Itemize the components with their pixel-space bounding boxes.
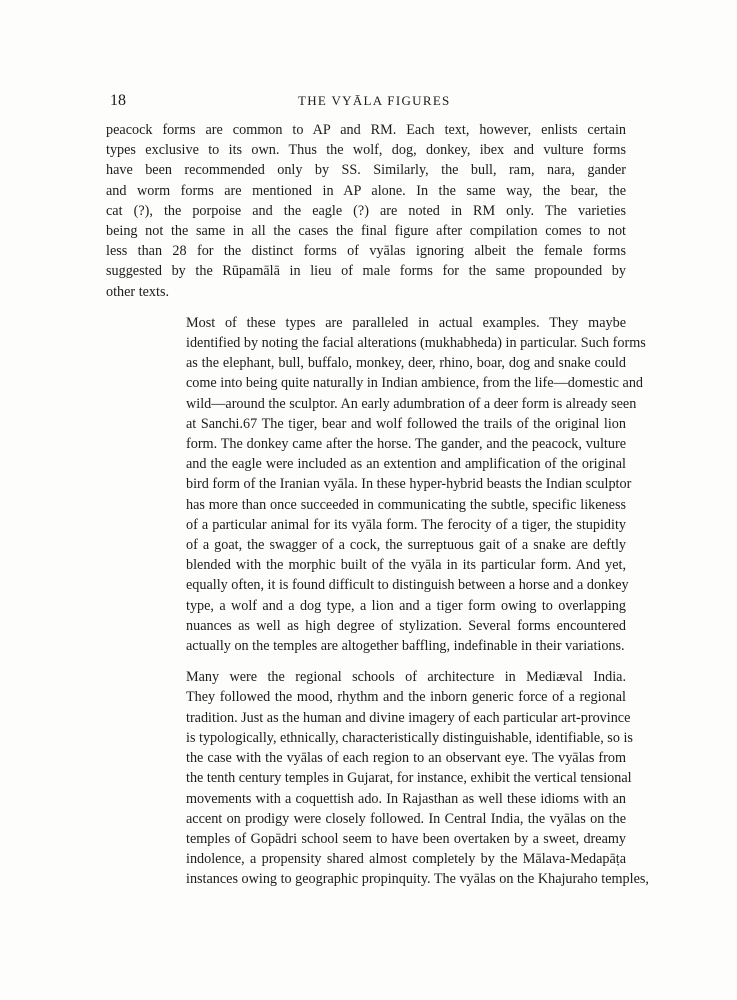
text-line: temples of Gopādri school seem to have been overtaken by a sweet, dreamy [186,830,626,847]
text-line: blended with the morphic built of the vyāla in its particular form. And yet, [186,557,626,574]
text-line: have been recommended only by SS. Similarly, the bull, ram, nara, gander [106,162,626,179]
text-line: Most of these types are paralleled in actual examples. They maybe [186,314,626,331]
text-line: identified by noting the facial alterations (mukhabheda) in particular. Such forms [186,335,646,352]
text-line: the tenth century temples in Gujarat, for instance, exhibit the vertical tensional [186,770,632,787]
text-line: as the elephant, bull, buffalo, monkey, deer, rhino, boar, dog and snake could [186,355,626,372]
text-line: wild—around the sculptor. An early adumbration of a deer form is already seen [186,395,637,412]
text-line: They followed the mood, rhythm and the inborn generic force of a regional [186,689,626,706]
text-line: bird form of the Iranian vyāla. In these hyper-hybrid beasts the Indian sculptor [186,476,632,493]
page-header [110,92,626,112]
body-text [106,120,649,890]
text-line: type, a wolf and a dog type, a lion and a tiger form owing to overlapping [186,597,626,614]
text-line: suggested by the Rūpamālā in lieu of male forms for the same propounded by [106,263,626,280]
text-line: other texts. [106,283,170,300]
text-line: at Sanchi.67 The tiger, bear and wolf followed the trails of the original lion [186,415,626,432]
text-line: cat (?), the porpoise and the eagle (?) are noted in RM only. The varieties [106,202,626,219]
text-line: and the eagle were included as an extention and amplification of the original [186,456,626,473]
paragraph-3 [106,667,649,889]
page-number: 18 [110,92,126,109]
text-line: has more than once succeeded in communicating the subtle, specific likeness [186,496,626,513]
text-line: instances owing to geographic propinquity. The vyālas on the Khajuraho temples, [186,871,649,888]
text-line: form. The donkey came after the horse. The gander, and the peacock, vulture [186,436,626,453]
text-line: tradition. Just as the human and divine imagery of each particular art-province [186,709,631,726]
text-line: movements with a coquettish ado. In Rajasthan as well these idioms with an [186,790,626,807]
text-line: the case with the vyālas of each region to an observant eye. The vyālas from [186,750,626,767]
text-line: peacock forms are common to AP and RM. Each text, however, enlists certain [106,122,626,138]
text-line: Many were the regional schools of architecture in Mediæval India. [186,669,626,686]
text-line: actually on the temples are altogether baffling, indefinable in their variations. [186,638,625,655]
text-line: indolence, a propensity shared almost completely by the Mālava-Medapāṭa [186,851,626,868]
text-line: of a particular animal for its vyāla form. The ferocity of a tiger, the stupidity [186,516,626,533]
text-line: types exclusive to its own. Thus the wolf, dog, donkey, ibex and vulture forms [106,142,626,159]
text-line: less than 28 for the distinct forms of vyālas ignoring albeit the female forms [106,243,626,260]
text-line: is typologically, ethnically, characteristically distinguishable, identifiable, so is [186,729,633,746]
text-line: equally often, it is found difficult to distinguish between a horse and a donkey [186,577,629,594]
text-line: of a goat, the swagger of a cock, the surreptuous gait of a snake are deftly [186,537,626,554]
text-line: being not the same in all the cases the final figure after compilation comes to not [106,223,626,240]
text-line: come into being quite naturally in Indian ambience, from the life—domestic and [186,375,644,392]
paragraph-2 [106,313,646,656]
text-line: nuances as well as high degree of stylization. Several forms encountered [186,617,626,634]
text-line: accent on prodigy were closely followed. In Central India, the vyālas on the [186,810,626,827]
running-title: THE VYĀLA FIGURES [298,93,451,108]
paragraph-1 [106,120,626,302]
text-line: and worm forms are mentioned in AP alone. In the same way, the bear, the [106,182,626,199]
